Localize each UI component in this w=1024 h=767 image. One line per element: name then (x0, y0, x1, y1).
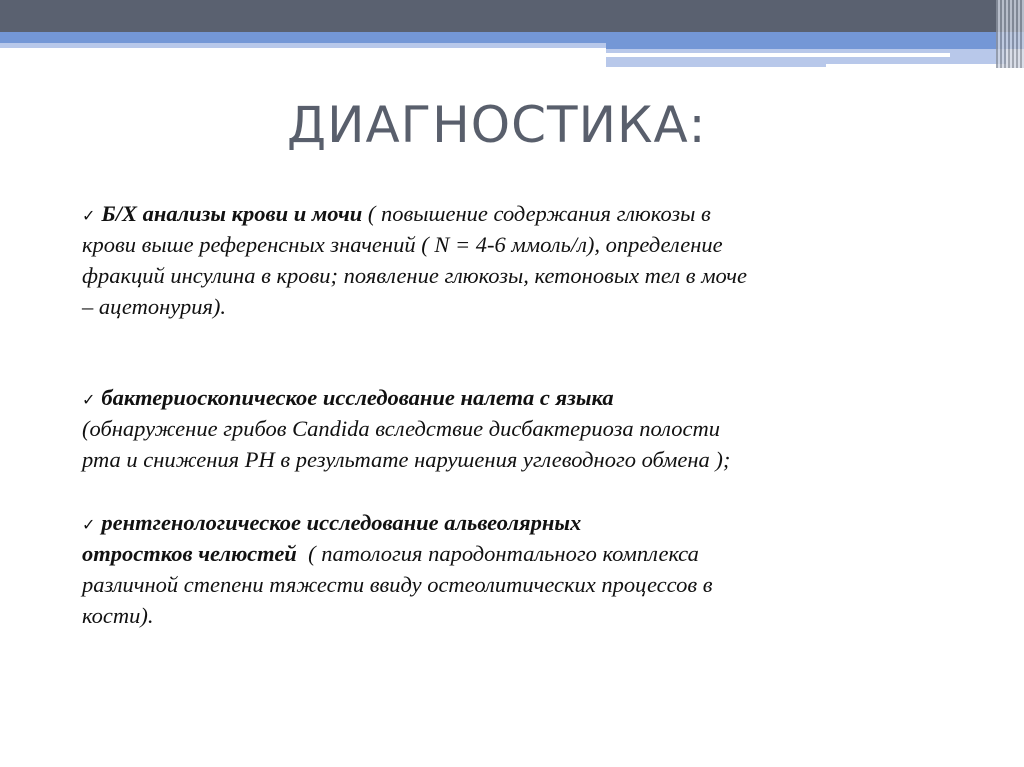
bullet-line (82, 507, 712, 538)
header-edge-stripes (996, 0, 1024, 68)
header-white-line (606, 53, 950, 57)
checkmark-icon: ✓ (82, 390, 96, 409)
bullet-heading: отростков челюстей (82, 541, 297, 566)
bullet-text: ( патология пародонтального комплекса (296, 541, 699, 566)
bullet-text: ( повышение содержания глюкозы в (362, 201, 711, 226)
bullet-line (82, 538, 712, 569)
bullet-line: кости). (82, 603, 154, 628)
bullet-line (82, 198, 747, 229)
bullet-heading: бактериоскопическое исследование налета с языка (101, 385, 614, 410)
bullet-bacterioscopic-study (82, 382, 730, 475)
header-light-stripe-left (0, 43, 606, 48)
bullet-xray-study (82, 507, 712, 631)
bullet-line: крови выше референсных значений ( N = 4-6 ммоль/л), определение (82, 232, 723, 257)
bullet-blood-urine-analysis (82, 198, 747, 322)
header-white-notch (826, 64, 1006, 68)
bullet-line: (обнаружение грибов Candida вследствие дисбактериоза полости (82, 416, 720, 441)
bullet-heading: рентгенологическое исследование альвеолярных (101, 510, 582, 535)
header-blue-bar (0, 32, 1024, 43)
header-dark-bar (0, 0, 1024, 32)
bullet-line: – ацетонурия). (82, 294, 227, 319)
checkmark-icon: ✓ (82, 515, 96, 534)
bullet-line (82, 382, 730, 413)
checkmark-icon: ✓ (82, 206, 96, 225)
bullet-heading: Б/Х анализы крови и мочи (101, 201, 363, 226)
bullet-line: фракций инсулина в крови; появление глюкозы, кетоновых тел в моче (82, 263, 747, 288)
bullet-line: различной степени тяжести ввиду остеолитических процессов в (82, 572, 713, 597)
slide-title: ДИАГНОСТИКА: (287, 96, 707, 154)
bullet-line: рта и снижения РН в результате нарушения углеводного обмена ); (82, 447, 731, 472)
